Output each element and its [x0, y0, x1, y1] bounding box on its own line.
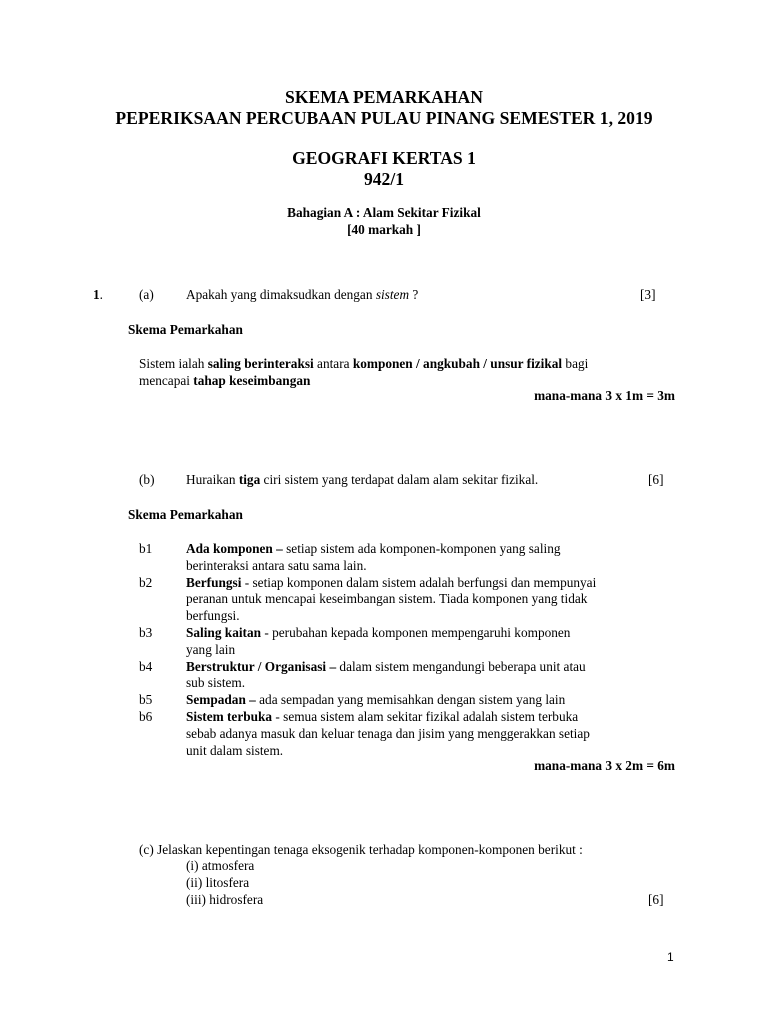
answer-run: komponen / angkubah / unsur fizikal	[352, 356, 563, 371]
answer-b-term: Saling kaitan	[186, 625, 262, 640]
answer-b-text: ada sempadan yang memisahkan dengan sistem yang lain	[255, 692, 566, 708]
section-marks: [40 markah ]	[347, 222, 421, 237]
answer-b-line	[186, 708, 578, 725]
answer-b-line: yang lain	[186, 641, 236, 657]
question-c-marks: [6]	[648, 892, 664, 907]
page-number: 1	[667, 950, 674, 964]
question-a-marks: [3]	[640, 287, 656, 302]
answer-b-line: unit dalam sistem.	[186, 742, 284, 758]
question-c-part-i: (i) atmosfera	[186, 858, 255, 873]
answer-run: saling berinteraksi	[207, 356, 314, 371]
answer-b-line	[186, 624, 570, 641]
answer-b-line	[186, 691, 565, 708]
answer-run: bagi	[562, 356, 589, 371]
answer-b-code: b1	[139, 541, 153, 556]
answer-run: Sistem ialah	[139, 356, 208, 371]
answer-run: tahap keseimbangan	[193, 373, 311, 388]
answer-b-term: Ada komponen –	[186, 541, 283, 556]
scheme-title-a: Skema Pemarkahan	[128, 322, 243, 337]
title-line-2: PEPERIKSAAN PERCUBAAN PULAU PINANG SEMESTER 1, 2019	[115, 108, 653, 128]
title-line-1: SKEMA PEMARKAHAN	[285, 87, 483, 107]
question-number: 1.	[93, 287, 103, 302]
answer-b-code: b6	[139, 709, 153, 724]
scheme-title-b: Skema Pemarkahan	[128, 507, 243, 522]
answer-b-term: Sistem terbuka	[186, 709, 273, 724]
answer-b-term: Berstruktur / Organisasi –	[186, 658, 337, 674]
answer-b-term: Sempadan –	[186, 692, 256, 708]
section-title: Bahagian A : Alam Sekitar Fizikal	[287, 205, 481, 220]
answer-b-line: sub sistem.	[186, 675, 246, 691]
answer-b-text: - setiap komponen dalam sistem adalah berfungsi dan mempunyai	[241, 574, 597, 590]
answer-run: mencapai	[139, 373, 194, 388]
answer-b-text: dalam sistem mengandungi beberapa unit atau	[336, 658, 586, 674]
answer-a-line-2	[139, 372, 310, 389]
answer-b-code: b3	[139, 625, 153, 640]
answer-b-code: b5	[139, 692, 153, 708]
question-b-marks: [6]	[648, 472, 664, 487]
answer-a-total: mana-mana 3 x 1m = 3m	[534, 388, 675, 403]
answer-b-text: - perubahan kepada komponen mempengaruhi komponen	[261, 625, 571, 640]
question-c-part-ii: (ii) litosfera	[186, 875, 250, 890]
question-b-text: Huraikan tiga ciri sistem yang terdapat dalam alam sekitar fizikal.	[186, 472, 539, 487]
answer-b-line: berfungsi.	[186, 608, 240, 624]
answer-b-total: mana-mana 3 x 2m = 6m	[534, 758, 675, 773]
answer-b-line: peranan untuk mencapai keseimbangan sistem. Tiada komponen yang tidak	[186, 591, 588, 607]
subject-title: GEOGRAFI KERTAS 1	[292, 148, 476, 168]
question-c-part-iii: (iii) hidrosfera	[186, 892, 264, 907]
answer-run: antara	[313, 356, 353, 371]
answer-b-line: sebab adanya masuk dan keluar tenaga dan jisim yang menggerakkan setiap	[186, 725, 590, 741]
answer-a-line-1	[139, 355, 588, 372]
answer-b-line: berinteraksi antara satu sama lain.	[186, 557, 367, 573]
question-a-label: (a)	[139, 287, 154, 302]
question-a-text: Apakah yang dimaksudkan dengan sistem ?	[186, 287, 419, 302]
answer-b-line	[186, 574, 596, 591]
answer-b-line	[186, 658, 586, 675]
answer-b-code: b2	[139, 574, 153, 590]
answer-b-text: - semua sistem alam sekitar fizikal adalah sistem terbuka	[272, 709, 579, 724]
question-c-text: (c) Jelaskan kepentingan tenaga eksogenik terhadap komponen-komponen berikut :	[139, 842, 583, 857]
answer-b-text: setiap sistem ada komponen-komponen yang saling	[282, 541, 561, 556]
answer-b-term: Berfungsi	[186, 574, 242, 590]
answer-b-line	[186, 540, 561, 557]
paper-code: 942/1	[363, 169, 405, 189]
question-b-label: (b)	[139, 472, 155, 487]
answer-b-code: b4	[139, 658, 153, 674]
